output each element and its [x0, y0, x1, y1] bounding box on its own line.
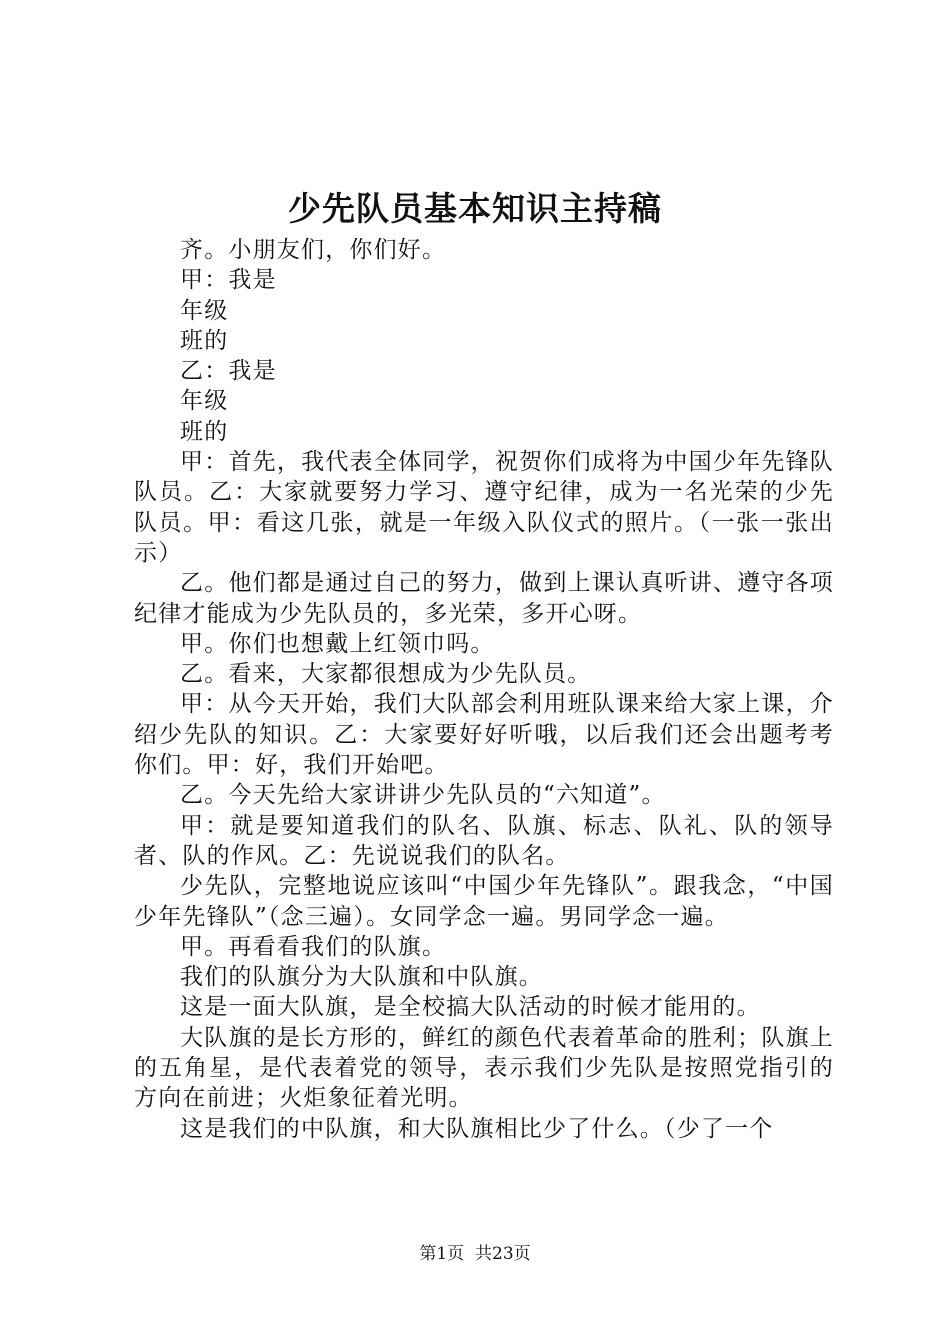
paragraph: 乙。今天先给大家讲讲少先队员的“六知道”。	[180, 782, 666, 809]
paragraph: 这是一面大队旗，是全校搞大队活动的时候才能用的。	[180, 994, 761, 1021]
paragraph: 甲：就是要知道我们的队名、队旗、标志、队礼、队的领导者、队的作风。乙：先说说我们的队名。	[134, 812, 834, 869]
page-total: 共23页	[475, 1244, 531, 1264]
paragraph: 甲。再看看我们的队旗。	[180, 933, 447, 960]
paragraph: 甲：我是	[180, 267, 277, 294]
paragraph: 甲：从今天开始，我们大队部会利用班队课来给大家上课，介绍少先队的知识。乙：大家要好好听哦，以后我们还会出题考考你们。甲：好，我们开始吧。	[134, 691, 834, 779]
page-footer	[0, 1243, 950, 1265]
paragraph: 大队旗的是长方形的，鲜红的颜色代表着革命的胜利；队旗上的五角星，是代表着党的领导，表示我们少先队是按照党指引的方向在前进；火炬象征着光明。	[134, 1024, 834, 1112]
paragraph: 班的	[180, 327, 229, 354]
paragraph: 班的	[180, 418, 229, 445]
paragraph: 甲：首先，我代表全体同学，祝贺你们成将为中国少年先锋队队员。乙：大家就要努力学习、遵守纪律，成为一名光荣的少先队员。甲：看这几张，就是一年级入队仪式的照片。（一张一张出示）	[134, 449, 834, 566]
paragraph: 年级	[180, 297, 229, 324]
paragraph: 甲。你们也想戴上红领巾吗。	[180, 630, 495, 657]
page-number: 第1页	[419, 1244, 465, 1264]
document-title: 少先队员基本知识主持稿	[288, 189, 662, 228]
paragraph: 乙：我是	[180, 358, 277, 385]
paragraph: 少先队，完整地说应该叫“中国少年先锋队”。跟我念，“中国少年先锋队”（念三遍）。女同学念一遍。男同学念一遍。	[134, 873, 834, 930]
document-body	[134, 235, 834, 1144]
paragraph: 乙。看来，大家都很想成为少先队员。	[180, 661, 592, 688]
paragraph: 年级	[180, 388, 229, 415]
paragraph: 乙。他们都是通过自己的努力，做到上课认真听讲、遵守各项纪律才能成为少先队员的，多光荣，多开心呀。	[134, 570, 834, 627]
paragraph: 齐。小朋友们，你们好。	[180, 237, 447, 263]
footer-gap	[464, 1244, 475, 1264]
paragraph: 这是我们的中队旗，和大队旗相比少了什么。（少了一个	[180, 1115, 774, 1142]
paragraph: 我们的队旗分为大队旗和中队旗。	[180, 964, 543, 991]
